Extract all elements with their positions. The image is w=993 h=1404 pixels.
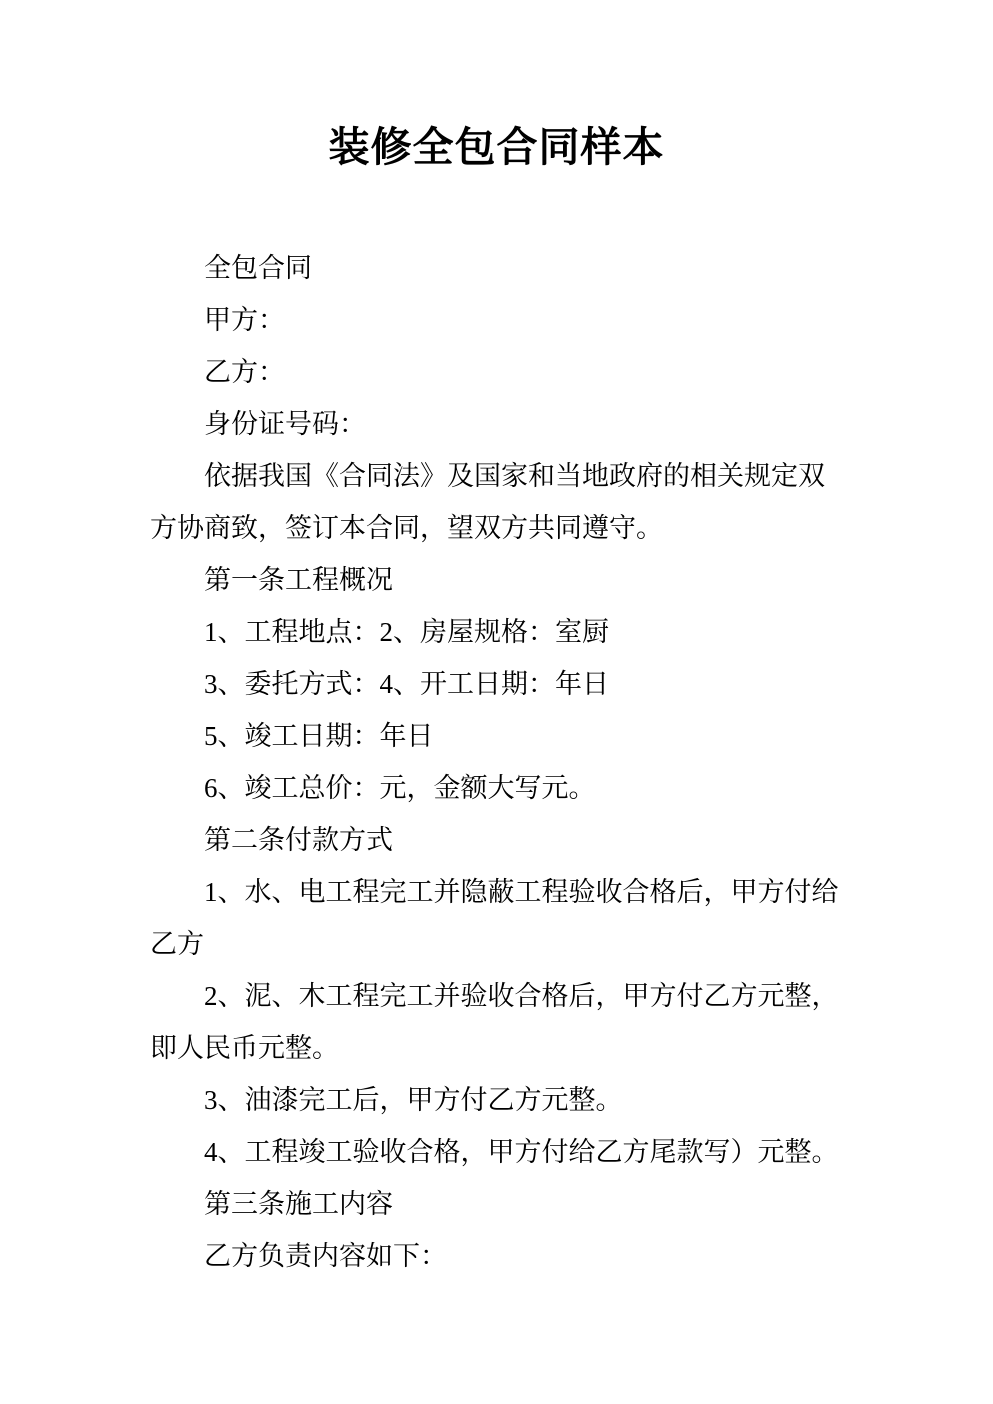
text-line: 4、工程竣工验收合格，甲方付给乙方尾款写）元整。 [204,1137,839,1167]
paragraph [150,450,845,554]
paragraph [150,970,845,1074]
text-line: 第二条付款方式 [204,825,393,855]
text-line: 第一条工程概况 [204,565,393,595]
document-body [0,175,993,1282]
paragraph [150,1126,845,1178]
text-line: 身份证号码： [204,409,366,439]
paragraph [150,346,845,398]
text-line: 5、竣工日期：年日 [204,721,434,751]
text-line: 依据我国《合同法》及国家和当地政府的相关规定双 [204,461,825,491]
text-line: 2、泥、木工程完工并验收合格后，甲方付乙方元整， [204,981,839,1011]
text-line: 即人民币元整。 [150,1033,339,1063]
paragraph [150,242,845,294]
text-line: 3、油漆完工后，甲方付乙方元整。 [204,1085,623,1115]
text-line: 6、竣工总价：元，金额大写元。 [204,773,596,803]
text-line: 全包合同 [204,253,312,283]
paragraph [150,294,845,346]
document-title: 装修全包合同样本 [328,124,665,170]
text-line: 方协商致，签订本合同，望双方共同遵守。 [150,513,663,543]
text-line: 3、委托方式：4、开工日期：年日 [204,669,609,699]
paragraph [150,814,845,866]
text-line: 甲方： [204,305,285,335]
paragraph [150,866,845,970]
text-line: 乙方负责内容如下： [204,1241,447,1271]
paragraph [150,606,845,658]
text-line: 1、工程地点：2、房屋规格：室厨 [204,617,609,647]
text-line: 乙方 [150,929,204,959]
paragraph [150,658,845,710]
paragraph [150,1178,845,1230]
paragraph [150,554,845,606]
paragraph [150,762,845,814]
text-line: 乙方： [204,357,285,387]
text-line: 第三条施工内容 [204,1189,393,1219]
paragraph [150,710,845,762]
text-line: 1、水、电工程完工并隐蔽工程验收合格后，甲方付给 [204,877,839,907]
paragraph [150,398,845,450]
paragraph [150,1074,845,1126]
paragraph [150,1230,845,1282]
